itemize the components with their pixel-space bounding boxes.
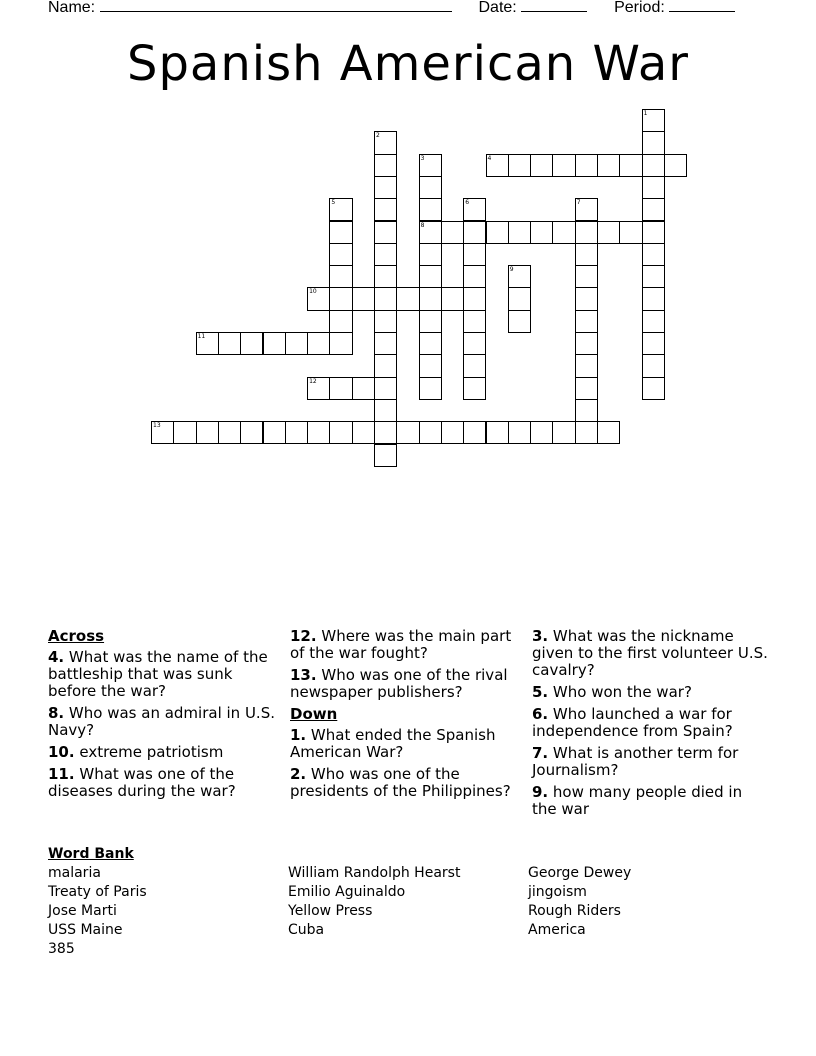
clue-across-12: 12. Where was the main part of the war fought? bbox=[290, 627, 512, 662]
crossword-cell[interactable] bbox=[329, 332, 352, 355]
clue-across-8: 8. Who was an admiral in U.S. Navy? bbox=[48, 704, 275, 739]
clue-number: 1 bbox=[643, 110, 648, 117]
clue-number: 8 bbox=[420, 221, 425, 229]
crossword-cell[interactable] bbox=[619, 221, 642, 244]
word-bank-item: Treaty of Paris bbox=[48, 884, 147, 900]
crossword-cell[interactable] bbox=[642, 377, 665, 400]
crossword-cell[interactable] bbox=[664, 154, 687, 177]
crossword-cell[interactable] bbox=[575, 354, 598, 377]
crossword-cell[interactable] bbox=[285, 332, 308, 355]
clue-down-1: 1. What ended the Spanish American War? bbox=[290, 726, 496, 761]
clues-column-2 bbox=[290, 628, 526, 805]
crossword-cell[interactable] bbox=[263, 332, 286, 355]
crossword-cell[interactable] bbox=[642, 310, 665, 333]
crossword-cell[interactable] bbox=[463, 287, 486, 310]
crossword-cell[interactable] bbox=[419, 265, 442, 288]
clue-down-3: 3. What was the nickname given to the first volunteer U.S. cavalry? bbox=[532, 627, 768, 679]
crossword-cell[interactable] bbox=[597, 154, 620, 177]
crossword-cell[interactable] bbox=[508, 421, 531, 444]
crossword-cell[interactable] bbox=[352, 377, 375, 400]
word-bank-item: Yellow Press bbox=[288, 903, 373, 919]
crossword-cell[interactable] bbox=[374, 154, 397, 177]
crossword-cell[interactable] bbox=[463, 354, 486, 377]
crossword-cell[interactable] bbox=[619, 154, 642, 177]
clue-down-9: 9. how many people died in the war bbox=[532, 783, 743, 818]
crossword-cell[interactable] bbox=[575, 265, 598, 288]
crossword-cell[interactable] bbox=[374, 444, 397, 467]
word-bank-item: America bbox=[528, 922, 586, 938]
word-bank-column-3 bbox=[528, 864, 764, 940]
clue-down-5: 5. Who won the war? bbox=[532, 683, 692, 701]
crossword-cell[interactable] bbox=[374, 399, 397, 422]
word-bank-column-1 bbox=[48, 845, 284, 959]
crossword-cell[interactable] bbox=[642, 287, 665, 310]
clues-column-1 bbox=[48, 628, 284, 805]
crossword-cell[interactable] bbox=[374, 176, 397, 199]
crossword-cell[interactable] bbox=[463, 421, 486, 444]
word-bank-column-2 bbox=[288, 864, 524, 940]
clue-across-13: 13. Who was one of the rival newspaper publishers? bbox=[290, 666, 508, 701]
crossword-cell[interactable] bbox=[374, 198, 397, 221]
page-title: Spanish American War bbox=[126, 36, 689, 92]
crossword-cell[interactable] bbox=[329, 310, 352, 333]
crossword-cell[interactable] bbox=[508, 221, 531, 244]
down-heading: Down bbox=[290, 705, 338, 723]
crossword-cell[interactable] bbox=[463, 265, 486, 288]
crossword-cell[interactable] bbox=[642, 198, 665, 221]
crossword-cell[interactable] bbox=[463, 221, 486, 244]
crossword-cell[interactable] bbox=[575, 310, 598, 333]
crossword-cell[interactable] bbox=[441, 221, 464, 244]
crossword-grid bbox=[0, 0, 816, 480]
crossword-cell[interactable] bbox=[642, 265, 665, 288]
crossword-cell[interactable] bbox=[575, 243, 598, 266]
crossword-cell[interactable] bbox=[463, 243, 486, 266]
crossword-cell[interactable] bbox=[374, 421, 397, 444]
crossword-cell[interactable] bbox=[575, 332, 598, 355]
crossword-cell[interactable] bbox=[642, 243, 665, 266]
crossword-cell[interactable] bbox=[419, 354, 442, 377]
clue-across-10: 10. extreme patriotism bbox=[48, 743, 224, 761]
crossword-cell[interactable] bbox=[508, 154, 531, 177]
crossword-cell[interactable] bbox=[575, 287, 598, 310]
crossword-cell[interactable] bbox=[463, 310, 486, 333]
crossword-cell[interactable] bbox=[329, 287, 352, 310]
crossword-cell[interactable] bbox=[642, 221, 665, 244]
crossword-cell[interactable] bbox=[419, 243, 442, 266]
crossword-cell[interactable] bbox=[486, 421, 509, 444]
name-label: Name: bbox=[48, 0, 96, 16]
clue-down-7: 7. What is another term for Journalism? bbox=[532, 744, 739, 779]
crossword-cell[interactable] bbox=[575, 377, 598, 400]
crossword-cell[interactable] bbox=[419, 310, 442, 333]
crossword-cell[interactable] bbox=[508, 310, 531, 333]
crossword-cell[interactable] bbox=[329, 421, 352, 444]
clues-column-3 bbox=[532, 628, 768, 823]
crossword-cell[interactable] bbox=[642, 354, 665, 377]
crossword-cell[interactable] bbox=[575, 154, 598, 177]
crossword-cell[interactable] bbox=[441, 421, 464, 444]
crossword-cell[interactable] bbox=[642, 154, 665, 177]
crossword-cell[interactable] bbox=[329, 243, 352, 266]
word-bank-item: malaria bbox=[48, 865, 101, 881]
crossword-cell[interactable] bbox=[240, 332, 263, 355]
crossword-cell[interactable] bbox=[307, 421, 330, 444]
crossword-cell[interactable] bbox=[173, 421, 196, 444]
crossword-cell[interactable] bbox=[196, 421, 219, 444]
clue-number: 9 bbox=[509, 266, 514, 274]
crossword-cell[interactable] bbox=[530, 154, 553, 177]
crossword-cell[interactable] bbox=[374, 221, 397, 244]
word-bank-item: George Dewey bbox=[528, 865, 632, 881]
word-bank-heading: Word Bank bbox=[48, 846, 134, 862]
crossword-cell[interactable] bbox=[642, 176, 665, 199]
clue-number: 2 bbox=[376, 132, 380, 140]
clue-number: 7 bbox=[576, 199, 581, 207]
clue-down-6: 6. Who launched a war for independence from Spain? bbox=[532, 705, 733, 740]
crossword-cell[interactable] bbox=[285, 421, 308, 444]
crossword-cell[interactable] bbox=[552, 421, 575, 444]
clue-number: 11 bbox=[197, 333, 206, 340]
clue-across-11: 11. What was one of the diseases during the war? bbox=[48, 765, 236, 800]
crossword-cell[interactable] bbox=[642, 332, 665, 355]
crossword-cell[interactable] bbox=[329, 221, 352, 244]
crossword-cell[interactable] bbox=[530, 221, 553, 244]
clue-number: 12 bbox=[309, 377, 317, 385]
crossword-cell[interactable] bbox=[642, 131, 665, 154]
clue-number: 5 bbox=[331, 199, 336, 207]
crossword-cell[interactable] bbox=[396, 287, 419, 310]
clue-number: 4 bbox=[487, 154, 492, 162]
word-bank-item: William Randolph Hearst bbox=[288, 865, 461, 881]
crossword-cell[interactable] bbox=[374, 265, 397, 288]
crossword-cell[interactable] bbox=[530, 421, 553, 444]
crossword-cell[interactable] bbox=[486, 221, 509, 244]
crossword-cell[interactable] bbox=[374, 287, 397, 310]
word-bank-item: USS Maine bbox=[48, 922, 123, 938]
crossword-cell[interactable] bbox=[263, 421, 286, 444]
clue-number: 6 bbox=[465, 199, 470, 207]
crossword-cell[interactable] bbox=[575, 399, 598, 422]
word-bank-item: Rough Riders bbox=[528, 903, 621, 919]
crossword-cell[interactable] bbox=[575, 421, 598, 444]
crossword-cell[interactable] bbox=[218, 332, 241, 355]
word-bank-item: Emilio Aguinaldo bbox=[288, 884, 406, 900]
crossword-cell[interactable] bbox=[352, 287, 375, 310]
across-heading: Across bbox=[48, 627, 105, 645]
crossword-cell[interactable] bbox=[329, 265, 352, 288]
period-label: Period: bbox=[614, 0, 665, 16]
crossword-cell[interactable] bbox=[218, 421, 241, 444]
crossword-cell[interactable] bbox=[240, 421, 263, 444]
clue-number: 13 bbox=[153, 422, 161, 430]
crossword-cell[interactable] bbox=[419, 287, 442, 310]
crossword-cell[interactable] bbox=[419, 198, 442, 221]
crossword-cell[interactable] bbox=[552, 221, 575, 244]
crossword-cell[interactable] bbox=[396, 421, 419, 444]
crossword-cell[interactable] bbox=[441, 287, 464, 310]
crossword-cell[interactable] bbox=[552, 154, 575, 177]
word-bank-item: Jose Marti bbox=[48, 903, 117, 919]
crossword-cell[interactable] bbox=[374, 243, 397, 266]
clue-number: 3 bbox=[420, 154, 425, 162]
crossword-cell[interactable] bbox=[307, 332, 330, 355]
crossword-cell[interactable] bbox=[419, 176, 442, 199]
clue-number: 10 bbox=[309, 288, 317, 296]
crossword-cell[interactable] bbox=[575, 221, 598, 244]
crossword-cell[interactable] bbox=[374, 354, 397, 377]
date-label: Date: bbox=[478, 0, 517, 16]
word-bank-item: 385 bbox=[48, 941, 75, 957]
crossword-cell[interactable] bbox=[374, 332, 397, 355]
crossword-cell[interactable] bbox=[352, 421, 375, 444]
crossword-cell[interactable] bbox=[374, 310, 397, 333]
crossword-cell[interactable] bbox=[374, 377, 397, 400]
crossword-cell[interactable] bbox=[463, 332, 486, 355]
clue-down-2: 2. Who was one of the presidents of the Philippines? bbox=[290, 765, 511, 800]
crossword-cell[interactable] bbox=[508, 287, 531, 310]
crossword-cell[interactable] bbox=[419, 332, 442, 355]
crossword-cell[interactable] bbox=[463, 377, 486, 400]
word-bank-item: jingoism bbox=[528, 884, 587, 900]
crossword-cell[interactable] bbox=[419, 377, 442, 400]
crossword-cell[interactable] bbox=[419, 421, 442, 444]
crossword-cell[interactable] bbox=[329, 377, 352, 400]
clue-across-4: 4. What was the name of the battleship that was sunk before the war? bbox=[48, 648, 268, 700]
word-bank-item: Cuba bbox=[288, 922, 325, 938]
crossword-cell[interactable] bbox=[597, 221, 620, 244]
crossword-cell[interactable] bbox=[597, 421, 620, 444]
